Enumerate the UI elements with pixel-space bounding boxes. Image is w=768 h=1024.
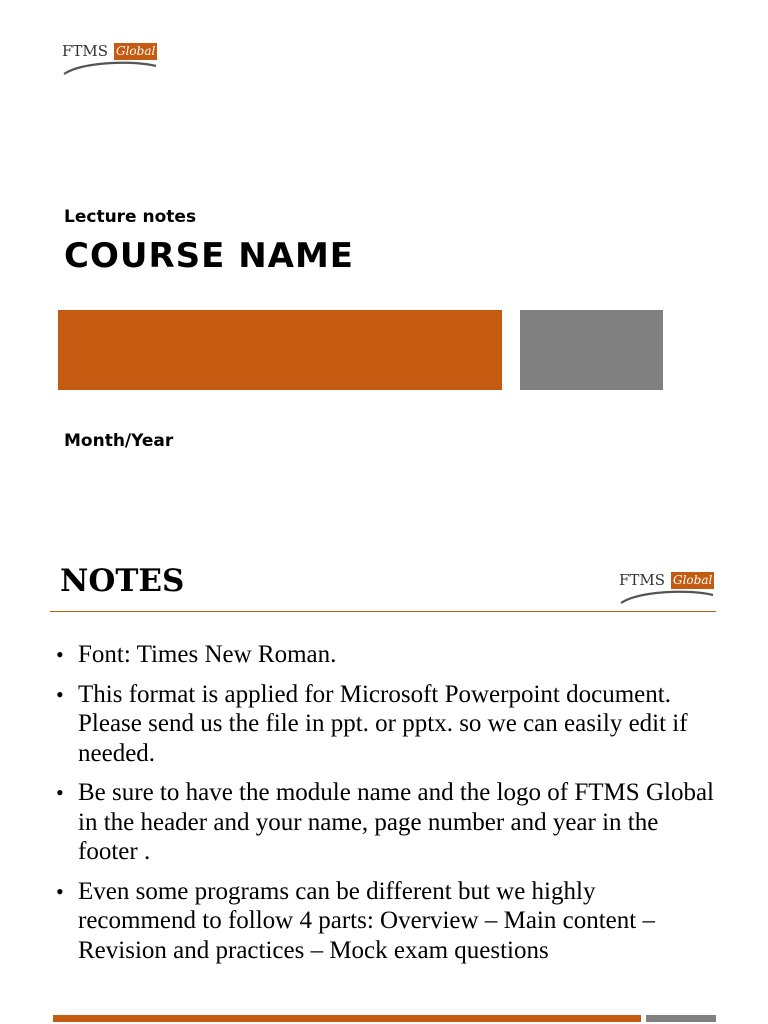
bullet-dot-icon: • bbox=[56, 878, 64, 904]
notes-bullet-list bbox=[56, 640, 716, 975]
list-item bbox=[56, 778, 716, 867]
bullet-text: Even some programs can be different but we highly recommend to follow 4 parts: Overview – Main content – Revision and practices – Mock exam questions bbox=[78, 877, 655, 964]
course-name-title: COURSE NAME bbox=[64, 236, 355, 276]
ftms-global-logo-notes bbox=[619, 571, 719, 607]
footer-grey-bar bbox=[646, 1015, 716, 1022]
orange-banner bbox=[58, 310, 502, 390]
bullet-text: Be sure to have the module name and the logo of FTMS Global in the header and your name, page number and year in the footer . bbox=[78, 779, 714, 865]
list-item bbox=[56, 640, 716, 670]
header-divider bbox=[50, 611, 716, 612]
footer-orange-bar bbox=[53, 1015, 641, 1022]
logo-ftms-text: FTMS bbox=[62, 42, 109, 60]
logo-global-text: Global bbox=[673, 573, 713, 587]
lecture-notes-label: Lecture notes bbox=[64, 207, 197, 227]
bullet-dot-icon: • bbox=[56, 642, 64, 667]
list-item bbox=[56, 680, 716, 769]
month-year-label: Month/Year bbox=[64, 431, 174, 451]
logo-swoosh-icon bbox=[62, 56, 162, 78]
ftms-global-logo bbox=[62, 42, 162, 78]
bullet-dot-icon: • bbox=[56, 681, 64, 707]
logo-ftms-text: FTMS bbox=[619, 571, 666, 589]
list-item bbox=[56, 877, 716, 966]
logo-swoosh-icon bbox=[619, 585, 719, 607]
logo-global-text: Global bbox=[116, 44, 156, 58]
notes-title: NOTES bbox=[60, 563, 185, 599]
bullet-text: This format is applied for Microsoft Powerpoint document. Please send us the file in ppt. or pptx. so we can easily edit if needed. bbox=[78, 680, 688, 767]
grey-banner bbox=[520, 310, 663, 390]
bullet-text: Font: Times New Roman. bbox=[78, 641, 337, 668]
bullet-dot-icon: • bbox=[56, 780, 64, 805]
